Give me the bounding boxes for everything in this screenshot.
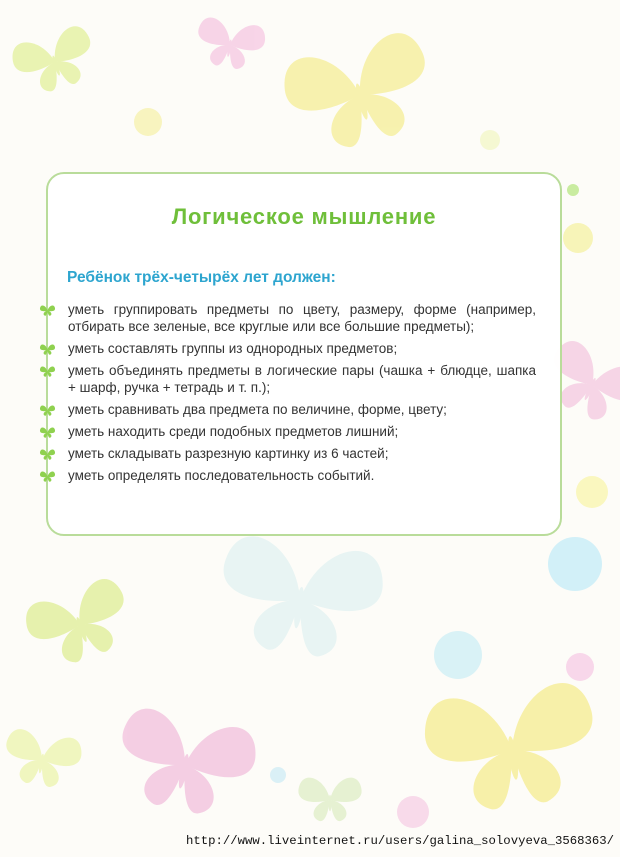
list-item: уметь составлять группы из однородных предметов; [48, 340, 560, 357]
butterfly-bullet-icon [39, 302, 56, 317]
decorative-dot [548, 537, 602, 591]
butterfly-icon [0, 727, 84, 792]
source-url: http://www.liveinternet.ru/users/galina_solovyeva_3568363/ [186, 834, 615, 848]
list-item: уметь сравнивать два предмета по величине, форме, цвету; [48, 401, 560, 418]
butterfly-icon [110, 704, 261, 823]
butterfly-bullet-icon [39, 363, 56, 378]
butterfly-bullet-icon [39, 341, 56, 356]
butterfly-icon [193, 16, 267, 73]
decorative-dot [434, 631, 482, 679]
butterfly-icon [20, 574, 139, 674]
list-item: уметь определять последовательность событий. [48, 467, 560, 484]
butterfly-bullet-icon [39, 402, 56, 417]
butterfly-bullet-icon [39, 446, 56, 461]
list-item: уметь складывать разрезную картинку из 6 частей; [48, 445, 560, 462]
list-item: уметь группировать предметы по цвету, размеру, форме (например, отбирать все зеленые, все круглые или все большие предметы); [48, 301, 560, 335]
skills-list [48, 301, 560, 489]
list-item: уметь объединять предметы в логические пары (чашка + блюдце, шапка + шарф, ручка + тетрадь и т. п.); [48, 362, 560, 396]
page-title: Логическое мышление [171, 204, 437, 229]
decorative-dot [270, 767, 286, 783]
butterfly-bullet-icon [39, 424, 56, 439]
decorative-dot [563, 223, 593, 253]
decorative-dot [566, 653, 594, 681]
decorative-dot [397, 796, 429, 828]
section-subtitle: Ребёнок трёх-четырёх лет должен: [67, 269, 336, 286]
decorative-dot [480, 130, 500, 150]
content-card [46, 172, 562, 536]
list-item: уметь находить среди подобных предметов лишний; [48, 423, 560, 440]
butterfly-icon [298, 778, 361, 821]
decorative-dot [576, 476, 608, 508]
decorative-dot [134, 108, 162, 136]
butterfly-icon [278, 28, 442, 160]
butterfly-icon [8, 23, 101, 100]
butterfly-icon [420, 679, 603, 817]
butterfly-icon [213, 533, 387, 664]
decorative-dot [567, 184, 579, 196]
butterfly-bullet-icon [39, 468, 56, 483]
